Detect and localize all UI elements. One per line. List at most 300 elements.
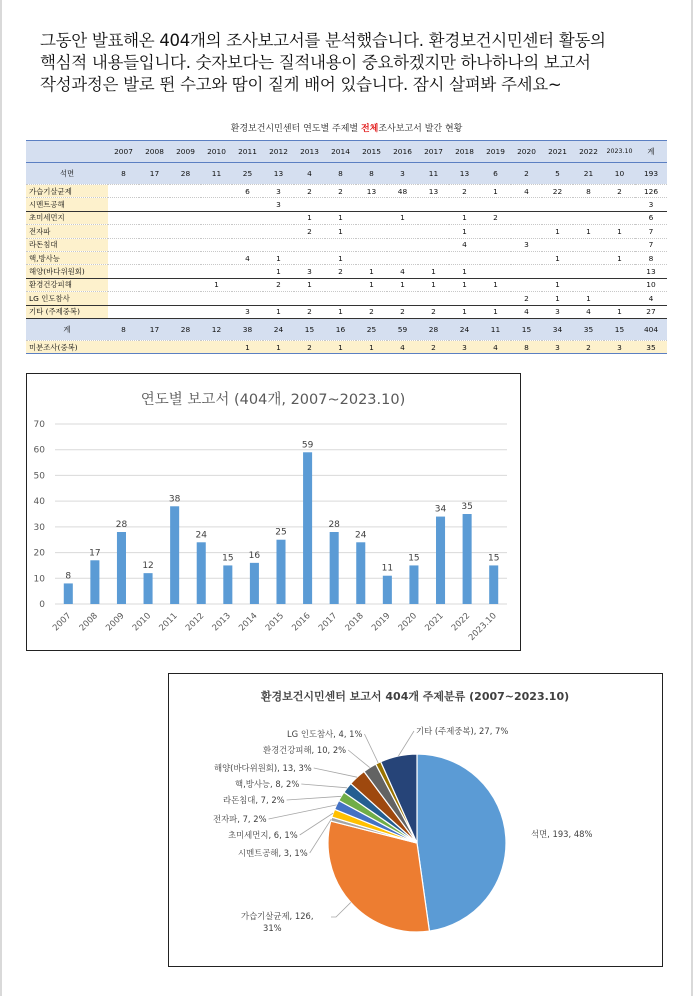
x-tick-label: 2020 [396, 611, 420, 634]
table-cell: 2 [387, 305, 418, 318]
table-cell [418, 225, 449, 238]
table-cell [263, 292, 294, 305]
table-cell [387, 225, 418, 238]
table-cell: 1 [480, 278, 511, 291]
pie-data-label: 31% [263, 923, 282, 933]
table-cell: 1 [480, 185, 511, 198]
y-tick-label: 0 [39, 600, 45, 610]
table-cell: 1 [387, 278, 418, 291]
table-cell [108, 238, 139, 251]
table-cell: 4 [511, 185, 542, 198]
table-cell: 1 [449, 278, 480, 291]
table-cell [325, 198, 356, 211]
table-cell: 1 [263, 251, 294, 264]
table-cell: 2 [511, 163, 542, 185]
table-row-label: 석면 [26, 163, 108, 185]
bar [276, 540, 285, 604]
table-cell [387, 292, 418, 305]
table-cell [139, 238, 170, 251]
pie-leader-line [331, 902, 351, 917]
table-cell: 1 [573, 225, 604, 238]
table-cell: 1 [356, 340, 387, 353]
pie-leader-line [398, 731, 414, 756]
table-row [26, 163, 667, 185]
table-cell [139, 265, 170, 278]
table-row-label: 전자파 [26, 225, 108, 238]
bar-data-label: 24 [355, 530, 367, 541]
table-cell: 8 [325, 163, 356, 185]
table-cell [108, 292, 139, 305]
bar-data-label: 59 [301, 440, 314, 451]
table-row [26, 340, 667, 353]
table-cell: 25 [232, 163, 263, 185]
table-cell: 1 [263, 340, 294, 353]
table-cell [356, 251, 387, 264]
table-cell [387, 238, 418, 251]
table-header-year: 2015 [356, 141, 387, 163]
table-row [26, 251, 667, 264]
table-cell [108, 185, 139, 198]
table-cell: 8 [356, 163, 387, 185]
table-cell: 2 [294, 305, 325, 318]
table-cell [387, 251, 418, 264]
table-cell [325, 238, 356, 251]
table-title-highlight: 전체 [360, 124, 379, 134]
table-cell: 3 [542, 305, 573, 318]
table-cell [449, 292, 480, 305]
pie-data-label: 환경건강피해, 10, 2% [263, 745, 347, 755]
table-cell [232, 225, 263, 238]
table-cell: 24 [449, 318, 480, 340]
table-cell [325, 292, 356, 305]
table-cell: 1 [449, 225, 480, 238]
table-cell: 1 [604, 251, 635, 264]
table-cell: 35 [573, 318, 604, 340]
table-cell: 28 [418, 318, 449, 340]
x-tick-label: 2007 [51, 611, 74, 634]
table-cell [108, 340, 139, 353]
table-cell: 2 [604, 185, 635, 198]
table-cell: 2 [511, 292, 542, 305]
table-header-year: 2012 [263, 141, 294, 163]
table-cell [356, 211, 387, 224]
table-cell [542, 265, 573, 278]
table-cell: 4 [480, 340, 511, 353]
intro-text [40, 30, 680, 96]
table-cell [356, 238, 387, 251]
table-cell: 3 [263, 185, 294, 198]
bar-data-label: 17 [89, 548, 101, 559]
pie-chart-svg [169, 674, 662, 966]
table-row-label: 환경건강피해 [26, 278, 108, 291]
table-cell: 10 [604, 163, 635, 185]
table-cell: 2 [418, 305, 449, 318]
table-cell: 1 [542, 278, 573, 291]
table-cell [232, 198, 263, 211]
bar [144, 573, 153, 604]
table-title-prefix: 환경보건시민센터 연도별 주제별 [230, 124, 361, 134]
table-cell: 1 [604, 305, 635, 318]
table-header-year: 2014 [325, 141, 356, 163]
table-cell [294, 198, 325, 211]
table-cell: 8 [573, 185, 604, 198]
table-cell [108, 265, 139, 278]
table-cell: 13 [356, 185, 387, 198]
table-cell [356, 225, 387, 238]
table-cell [449, 251, 480, 264]
bar-data-label: 12 [142, 561, 154, 572]
table-cell: 8 [511, 340, 542, 353]
x-tick-label: 2023.10 [466, 611, 499, 643]
pie-data-label: 기타 (주제중복), 27, 7% [416, 726, 509, 736]
table-cell: 1 [356, 265, 387, 278]
bar [463, 514, 472, 604]
table-cell [480, 225, 511, 238]
table-cell [263, 225, 294, 238]
table-cell: 17 [139, 318, 170, 340]
table-cell: 2 [294, 340, 325, 353]
y-tick-label: 50 [33, 471, 45, 482]
table-cell [604, 238, 635, 251]
table-cell [108, 251, 139, 264]
table-cell [263, 238, 294, 251]
table-cell: 13 [263, 163, 294, 185]
table-row-total: 4 [635, 292, 667, 305]
table-cell: 4 [387, 265, 418, 278]
table-row-total: 126 [635, 185, 667, 198]
table-header-year: 2007 [108, 141, 139, 163]
table-header-row [26, 141, 667, 163]
table-row [26, 292, 667, 305]
bar-data-label: 34 [434, 504, 447, 515]
yearly-bar-chart [26, 373, 521, 651]
table-cell: 6 [480, 163, 511, 185]
table-cell [139, 198, 170, 211]
table-cell: 28 [170, 318, 201, 340]
table-cell: 38 [232, 318, 263, 340]
table-cell [170, 211, 201, 224]
table-cell: 59 [387, 318, 418, 340]
table-cell: 3 [542, 340, 573, 353]
table-cell [108, 305, 139, 318]
table-cell: 2 [480, 211, 511, 224]
table-cell: 1 [449, 211, 480, 224]
table-cell [139, 251, 170, 264]
table-cell: 1 [201, 278, 232, 291]
table-cell: 5 [542, 163, 573, 185]
table-cell [201, 225, 232, 238]
pie-data-label: 핵,방사능, 8, 2% [235, 779, 300, 789]
table-cell [170, 265, 201, 278]
pie-leader-line [364, 734, 378, 763]
table-row [26, 211, 667, 224]
pie-data-label: 초미세먼지, 6, 1% [228, 830, 298, 840]
table-cell [542, 211, 573, 224]
table-cell [604, 292, 635, 305]
y-tick-label: 40 [33, 497, 45, 508]
table-cell: 1 [387, 211, 418, 224]
topic-pie-chart [168, 673, 663, 967]
table-header-year: 2016 [387, 141, 418, 163]
table-row-label: 기타 (주제중복) [26, 305, 108, 318]
table-row-total: 7 [635, 225, 667, 238]
table-cell: 2 [356, 305, 387, 318]
table-cell: 11 [201, 163, 232, 185]
table-row-label: LG 인도참사 [26, 292, 108, 305]
table-cell: 11 [480, 318, 511, 340]
table-cell: 21 [573, 163, 604, 185]
pie-chart-title: 환경보건시민센터 보고서 404개 주제분류 (2007~2023.10) [260, 690, 570, 703]
table-cell: 1 [325, 251, 356, 264]
table-cell: 2 [573, 340, 604, 353]
table-cell: 2 [325, 265, 356, 278]
table-cell [294, 238, 325, 251]
table-header-year: 2021 [542, 141, 573, 163]
table-cell [418, 211, 449, 224]
x-tick-label: 2014 [237, 611, 260, 634]
table-header-total: 계 [635, 141, 667, 163]
table-header-year: 2020 [511, 141, 542, 163]
x-tick-label: 2017 [316, 611, 340, 634]
intro-line: 핵심적 내용들입니다. 숫자보다는 질적내용이 중요하겠지만 하나하나의 보고서 [40, 53, 591, 72]
table-cell: 12 [201, 318, 232, 340]
table-row-total: 193 [635, 163, 667, 185]
bar [170, 506, 179, 604]
table-cell: 24 [263, 318, 294, 340]
table-cell [573, 278, 604, 291]
bar [303, 452, 312, 604]
table-cell: 28 [170, 163, 201, 185]
table-cell: 1 [573, 292, 604, 305]
table-title-suffix: 조사보고서 발간 현황 [378, 124, 463, 134]
table-row [26, 238, 667, 251]
table-cell: 8 [108, 163, 139, 185]
y-tick-label: 20 [33, 548, 45, 559]
table-cell: 1 [263, 305, 294, 318]
table-cell: 1 [480, 305, 511, 318]
table-header-blank [26, 141, 108, 163]
table-cell [573, 211, 604, 224]
table-cell [511, 198, 542, 211]
x-tick-label: 2016 [290, 611, 313, 634]
table-cell [139, 305, 170, 318]
bar-data-label: 38 [168, 494, 181, 505]
x-tick-label: 2019 [370, 611, 393, 634]
pie-leader-line [348, 750, 370, 768]
y-tick-label: 60 [33, 445, 45, 456]
table-cell: 3 [294, 265, 325, 278]
table-cell: 1 [418, 265, 449, 278]
table-cell [201, 340, 232, 353]
table-cell [201, 305, 232, 318]
table-cell [108, 211, 139, 224]
table-cell: 3 [232, 305, 263, 318]
table-cell: 8 [108, 318, 139, 340]
table-row-total: 8 [635, 251, 667, 264]
table-cell [108, 278, 139, 291]
pie-data-label: LG 인도참사, 4, 1% [287, 729, 363, 739]
table-cell: 1 [356, 278, 387, 291]
table-header-year: 2013 [294, 141, 325, 163]
table-cell: 17 [139, 163, 170, 185]
bar [330, 532, 339, 604]
table-cell [480, 265, 511, 278]
table-row [26, 185, 667, 198]
table-row-total: 6 [635, 211, 667, 224]
table-row [26, 265, 667, 278]
table-cell: 2 [418, 340, 449, 353]
x-tick-label: 2022 [449, 611, 473, 634]
table-cell: 4 [573, 305, 604, 318]
table-cell: 15 [294, 318, 325, 340]
table-cell: 3 [511, 238, 542, 251]
bar [64, 583, 73, 604]
table-cell [418, 292, 449, 305]
bar [223, 565, 232, 604]
table-cell: 15 [511, 318, 542, 340]
bar-data-label: 15 [222, 553, 234, 564]
bar-data-label: 35 [461, 502, 473, 512]
bar-data-label: 28 [115, 520, 128, 530]
bar [117, 532, 126, 604]
table-header-year: 2019 [480, 141, 511, 163]
table-header-year: 2011 [232, 141, 263, 163]
table-cell: 2 [294, 225, 325, 238]
table-cell [170, 305, 201, 318]
table-cell [170, 292, 201, 305]
table-cell [356, 198, 387, 211]
table-cell: 15 [604, 318, 635, 340]
table-cell [201, 265, 232, 278]
table-cell: 4 [511, 305, 542, 318]
table-cell [418, 198, 449, 211]
table-cell [604, 198, 635, 211]
table-cell: 3 [387, 163, 418, 185]
table-cell: 1 [325, 211, 356, 224]
x-tick-label: 2012 [183, 611, 207, 634]
table-header-year: 2023.10 [604, 141, 635, 163]
table-cell: 1 [325, 340, 356, 353]
table-cell: 1 [294, 211, 325, 224]
pie-leader-line [314, 768, 357, 777]
table-cell [108, 198, 139, 211]
table-cell: 1 [325, 225, 356, 238]
table-cell [511, 225, 542, 238]
table-row-label: 해양(바다위원회) [26, 265, 108, 278]
report-table [26, 140, 667, 354]
table-cell: 22 [542, 185, 573, 198]
bar-data-label: 25 [275, 527, 287, 538]
table-cell: 1 [232, 340, 263, 353]
table-cell: 25 [356, 318, 387, 340]
table-cell: 11 [418, 163, 449, 185]
table-cell: 3 [604, 340, 635, 353]
bar-chart-title: 연도별 보고서 (404개, 2007~2023.10) [140, 392, 406, 408]
table-row-total: 35 [635, 340, 667, 353]
table-row-label: 시멘트공해 [26, 198, 108, 211]
table-cell: 4 [294, 163, 325, 185]
bar-data-label: 15 [408, 553, 420, 564]
table-header-year: 2009 [170, 141, 201, 163]
table-cell: 1 [542, 251, 573, 264]
table-cell [294, 292, 325, 305]
x-tick-label: 2015 [263, 611, 287, 634]
table-row-total: 10 [635, 278, 667, 291]
table-cell [573, 251, 604, 264]
x-tick-label: 2021 [423, 611, 446, 634]
table-cell [201, 251, 232, 264]
pie-leader-line [301, 784, 347, 788]
table-cell [201, 185, 232, 198]
table-cell: 1 [449, 305, 480, 318]
table-cell [201, 198, 232, 211]
x-tick-label: 2013 [210, 611, 233, 634]
table-cell [170, 238, 201, 251]
y-tick-label: 70 [33, 420, 45, 430]
table-cell [480, 238, 511, 251]
pie-slice [417, 754, 506, 931]
pie-data-label: 전자파, 7, 2% [213, 814, 267, 824]
table-cell [232, 265, 263, 278]
intro-line: 그동안 발표해온 404개의 조사보고서를 분석했습니다. 환경보건시민센터 활동의 [40, 31, 606, 50]
table-cell [232, 278, 263, 291]
bar-data-label: 8 [65, 571, 72, 582]
table-cell: 16 [325, 318, 356, 340]
x-tick-label: 2008 [77, 611, 101, 634]
table-row [26, 198, 667, 211]
table-cell [170, 251, 201, 264]
table-cell [201, 238, 232, 251]
bar [250, 563, 259, 604]
table-cell [139, 185, 170, 198]
bar-chart-svg [27, 374, 520, 650]
table-cell [542, 238, 573, 251]
table-row-label: 계 [26, 318, 108, 340]
table-cell [511, 251, 542, 264]
table-cell [604, 265, 635, 278]
bar [197, 542, 206, 604]
table-cell [480, 251, 511, 264]
x-tick-label: 2009 [104, 611, 127, 634]
x-tick-label: 2010 [130, 611, 154, 634]
table-cell: 1 [449, 265, 480, 278]
table-cell [139, 278, 170, 291]
table-row-total: 3 [635, 198, 667, 211]
table-row-total: 404 [635, 318, 667, 340]
table-cell [573, 238, 604, 251]
y-tick-label: 10 [33, 574, 45, 585]
pie-data-label: 해양(바다위원회), 13, 3% [214, 763, 312, 773]
table-cell [232, 292, 263, 305]
pie-data-label: 석면, 193, 48% [531, 829, 593, 839]
table-cell: 1 [542, 225, 573, 238]
x-tick-label: 2018 [343, 611, 366, 634]
bar-data-label: 16 [248, 550, 261, 561]
table-row-label: 미분조사(중복) [26, 340, 108, 353]
table-cell [201, 292, 232, 305]
table-cell [604, 211, 635, 224]
bar-data-label: 24 [195, 530, 207, 541]
table-header-year: 2008 [139, 141, 170, 163]
bar-data-label: 28 [328, 520, 340, 530]
table-cell: 1 [263, 265, 294, 278]
table-cell: 4 [232, 251, 263, 264]
bar-data-label: 15 [487, 553, 500, 564]
table-row [26, 225, 667, 238]
table-cell [263, 211, 294, 224]
table-cell: 1 [294, 278, 325, 291]
bar [436, 517, 445, 604]
